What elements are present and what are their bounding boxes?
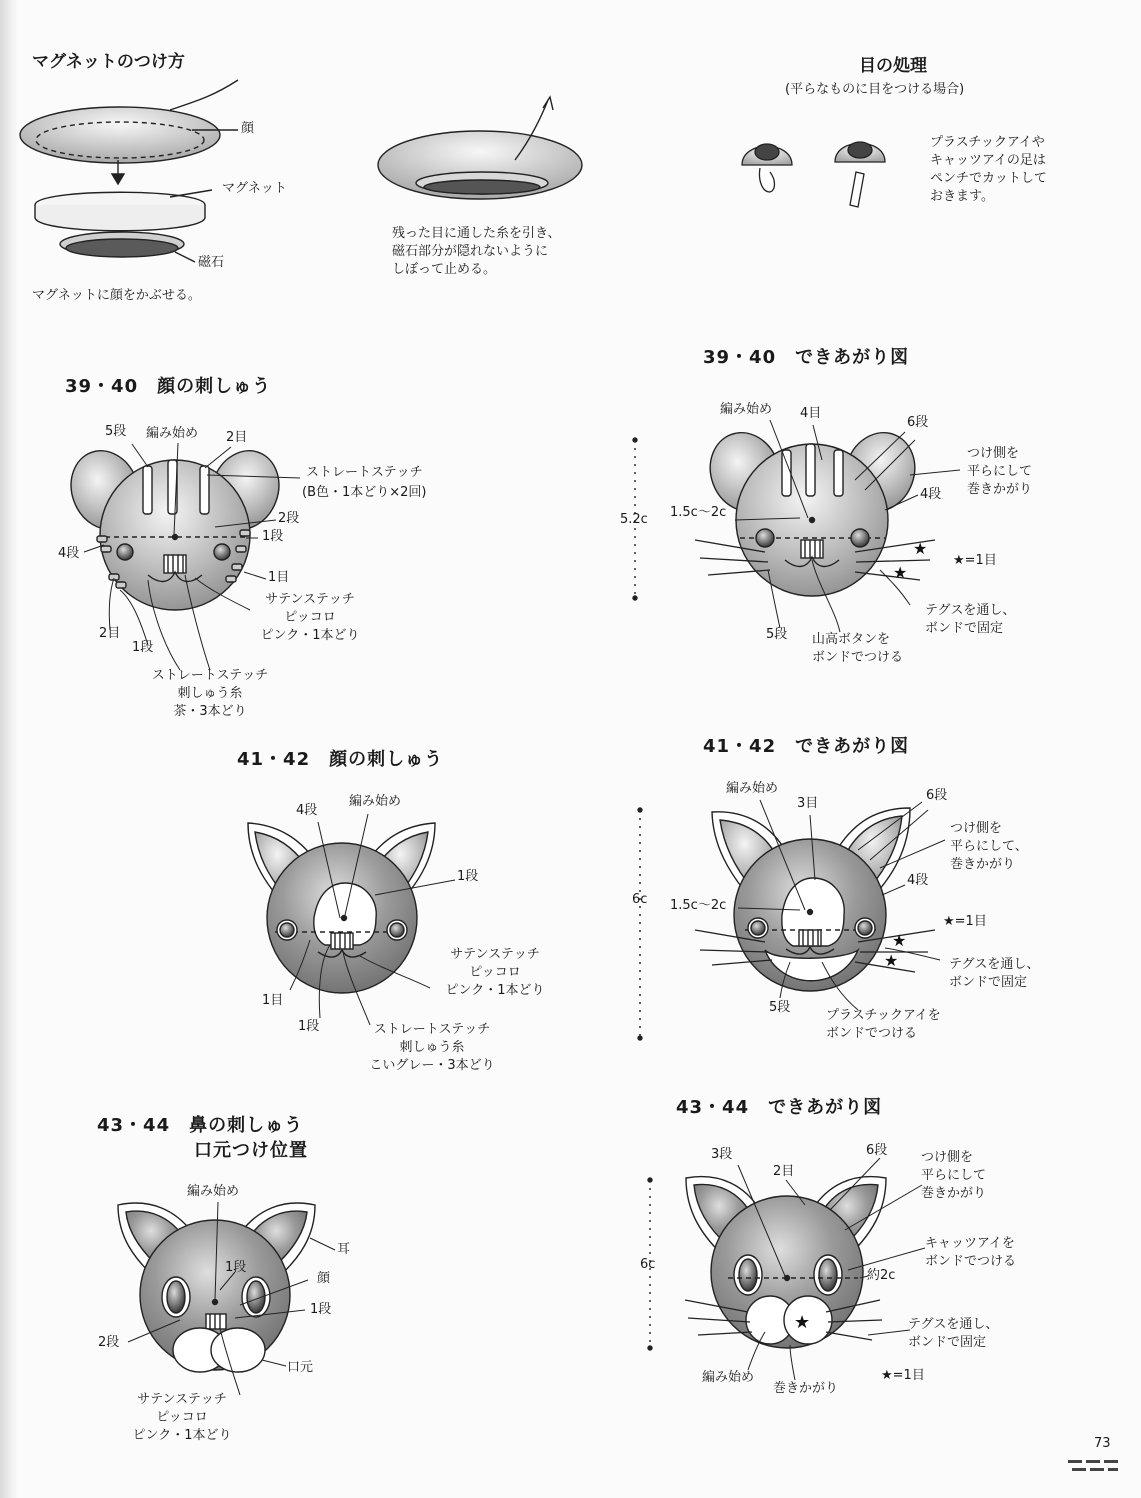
lbl-3940e-1dan-b: 1段 <box>132 640 154 655</box>
lbl-4344d-cats-1: キャッツアイを <box>925 1236 1015 1251</box>
lbl-4344d-cats-2: ボンドでつける <box>925 1254 1017 1269</box>
lbl-4142e-1me: 1目 <box>262 993 284 1008</box>
lbl-4142d-span: 1.5c〜2c <box>670 898 727 913</box>
title-4344-done: 43・44 できあがり図 <box>676 1097 883 1118</box>
lbl-3940e-stitch3: ストレートステッチ <box>151 668 269 683</box>
magnet-face-label: 顔 <box>241 121 255 136</box>
lbl-3940d-teg-2: ボンドで固定 <box>925 621 1004 636</box>
lbl-3940e-pink: ピンク・1本どり <box>260 628 360 643</box>
lbl-4142d-4dan: 4段 <box>907 873 929 888</box>
lbl-4344d-teg-2: ボンドで固定 <box>908 1335 987 1350</box>
magnet-step2-line2: 磁石部分が隠れないように <box>392 244 549 259</box>
title-4344-emb-2: 口元つけ位置 <box>194 1140 308 1161</box>
lbl-3940e-stitch: ストレートステッチ <box>306 465 423 480</box>
lbl-4142d-teg-1: テグスを通し、 <box>949 957 1040 972</box>
title-4142-done: 41・42 できあがり図 <box>703 736 910 757</box>
lbl-4344e-pink: ピンク・1本どり <box>132 1428 232 1443</box>
lbl-4142d-5dan: 5段 <box>769 1000 791 1015</box>
lbl-4142d-side-2: 平らにして、 <box>950 839 1028 854</box>
lbl-3940e-stitch2: (B色・1本どり×2回) <box>302 485 427 500</box>
lbl-3940e-4dan: 4段 <box>58 546 80 561</box>
page-corner-ornament <box>1068 1458 1120 1480</box>
lbl-4344e-satin: サテンステッチ <box>137 1392 227 1407</box>
lbl-4142d-eye-2: ボンドでつける <box>826 1026 918 1041</box>
lbl-3940d-5dan: 5段 <box>766 627 788 642</box>
lbl-4344d-approx: 約2c <box>867 1268 896 1283</box>
lbl-4344d-teg-1: テグスを通し、 <box>908 1317 999 1332</box>
lbl-4142e-stitch: ストレートステッチ <box>373 1022 491 1037</box>
title-3940-done: 39・40 できあがり図 <box>703 347 910 368</box>
lbl-3940e-2dan: 2段 <box>278 511 300 526</box>
lbl-4344d-side-3: 巻きかがり <box>921 1186 987 1201</box>
lbl-3940d-button-2: ボンドでつける <box>812 650 904 665</box>
face-3940-done <box>633 420 960 632</box>
svg-text:★: ★ <box>892 931 907 950</box>
lbl-4142d-eye-1: プラスチックアイを <box>826 1008 941 1023</box>
title-4344-emb-1: 43・44 鼻の刺しゅう <box>97 1115 304 1136</box>
lbl-4142e-piccolo: ピッコロ <box>469 965 521 980</box>
lbl-3940e-2me: 2目 <box>226 430 248 445</box>
lbl-4344e-piccolo: ピッコロ <box>156 1410 208 1425</box>
lbl-3940e-satin: サテンステッチ <box>265 592 355 607</box>
lbl-4142d-side-1: つけ側を <box>950 821 1003 836</box>
lbl-4344e-ear: 耳 <box>337 1242 351 1257</box>
lbl-4344d-height: 6c <box>640 1257 656 1272</box>
magnet-caption: マグネットに顔をかぶせる。 <box>32 288 201 303</box>
page-number: 73 <box>1094 1436 1111 1451</box>
lbl-3940d-side-3: 巻きかがり <box>967 482 1033 497</box>
svg-text:★: ★ <box>913 539 928 558</box>
title-4142-emb: 41・42 顔の刺しゅう <box>237 749 444 770</box>
lbl-4142d-star: ★=1目 <box>943 914 987 929</box>
eye-diagram-1 <box>742 144 792 192</box>
lbl-4344e-face: 顔 <box>317 1271 331 1286</box>
lbl-3940e-1me: 1目 <box>268 570 290 585</box>
lbl-3940e-2me-b: 2目 <box>99 626 121 641</box>
lbl-3940d-span: 1.5c〜2c <box>670 505 727 520</box>
magnet-face-disc <box>20 80 238 184</box>
lbl-4142d-3me: 3目 <box>797 796 819 811</box>
lbl-4344d-wrap: 巻きかがり <box>773 1381 839 1396</box>
lbl-3940d-6dan: 6段 <box>907 415 929 430</box>
lbl-4142e-satin: サテンステッチ <box>450 947 540 962</box>
lbl-4344e-start: 編み始め <box>187 1184 240 1199</box>
eye-subtitle: (平らなものに目をつける場合) <box>785 82 965 97</box>
lbl-3940d-4dan: 4段 <box>920 487 942 502</box>
magnet-stone-label: 磁石 <box>198 255 225 270</box>
svg-text:★: ★ <box>794 1312 811 1333</box>
lbl-4142e-pink: ピンク・1本どり <box>445 983 545 998</box>
eye-title: 目の処理 <box>859 56 927 76</box>
eye-note-3: ペンチでカットして <box>930 171 1047 186</box>
lbl-3940d-side-2: 平らにして <box>967 464 1033 479</box>
lbl-3940e-thread: 刺しゅう糸 <box>177 686 243 701</box>
lbl-4142e-start: 編み始め <box>349 794 402 809</box>
lbl-3940d-teg-1: テグスを通し、 <box>925 603 1016 618</box>
lbl-4142d-start: 編み始め <box>726 781 779 796</box>
magnet-title: マグネットのつけ方 <box>32 52 185 72</box>
eye-note-2: キャッツアイの足は <box>930 153 1046 168</box>
lbl-3940e-piccolo: ピッコロ <box>284 610 336 625</box>
lbl-3940e-start: 編み始め <box>146 426 199 441</box>
lbl-4344d-6dan: 6段 <box>866 1143 888 1158</box>
lbl-4142d-6dan: 6段 <box>926 788 948 803</box>
lbl-4142e-1dan: 1段 <box>457 869 479 884</box>
magnet-step2-line3: しぼって止める。 <box>392 262 497 277</box>
lbl-4142e-1dan-b: 1段 <box>298 1019 320 1034</box>
magnet-base <box>35 190 212 262</box>
svg-text:★: ★ <box>893 563 908 582</box>
title-3940-emb: 39・40 顔の刺しゅう <box>65 376 272 397</box>
svg-text:★: ★ <box>884 951 899 970</box>
magnet-step2-line1: 残った目に通した糸を引き、 <box>392 226 561 241</box>
lbl-3940d-start: 編み始め <box>720 402 773 417</box>
lbl-4344d-side-2: 平らにして <box>921 1168 987 1183</box>
lbl-4142e-4dan: 4段 <box>296 803 318 818</box>
lbl-4344e-1dan: 1段 <box>225 1260 247 1275</box>
lbl-3940d-button-1: 山高ボタンを <box>812 632 891 647</box>
lbl-4344d-2me: 2目 <box>773 1164 795 1179</box>
lbl-3940d-4me: 4目 <box>800 406 822 421</box>
lbl-3940d-side-1: つけ側を <box>967 446 1020 461</box>
lbl-4344e-1dan-b: 1段 <box>310 1302 332 1317</box>
eye-note-1: プラスチックアイや <box>930 135 1045 150</box>
lbl-4142e-grey: こいグレー・3本どり <box>369 1058 495 1073</box>
lbl-4142d-side-3: 巻きかがり <box>950 857 1016 872</box>
lbl-4142d-teg-2: ボンドで固定 <box>949 975 1028 990</box>
lbl-4344e-2dan: 2段 <box>98 1335 120 1350</box>
lbl-3940e-brown: 茶・3本どり <box>173 704 247 719</box>
lbl-4344d-side-1: つけ側を <box>921 1150 974 1165</box>
lbl-4142e-thread: 刺しゅう糸 <box>399 1040 465 1055</box>
lbl-3940d-height: 5.2c <box>620 512 648 527</box>
lbl-4344d-3dan: 3段 <box>711 1147 733 1162</box>
lbl-3940e-5dan: 5段 <box>105 424 127 439</box>
eye-note-4: おきます。 <box>930 189 994 204</box>
lbl-3940d-star: ★=1目 <box>953 553 997 568</box>
lbl-4344e-mouth: 口元 <box>287 1360 314 1375</box>
face-4142-done <box>638 800 945 1040</box>
lbl-4142d-height: 6c <box>632 892 648 907</box>
lbl-4344d-star: ★=1目 <box>881 1368 925 1383</box>
magnet-step2 <box>378 97 582 199</box>
lbl-4344d-start: 編み始め <box>702 1370 755 1385</box>
magnet-label: マグネット <box>222 181 287 196</box>
eye-diagram-2 <box>835 142 885 207</box>
lbl-3940e-1dan: 1段 <box>262 529 284 544</box>
